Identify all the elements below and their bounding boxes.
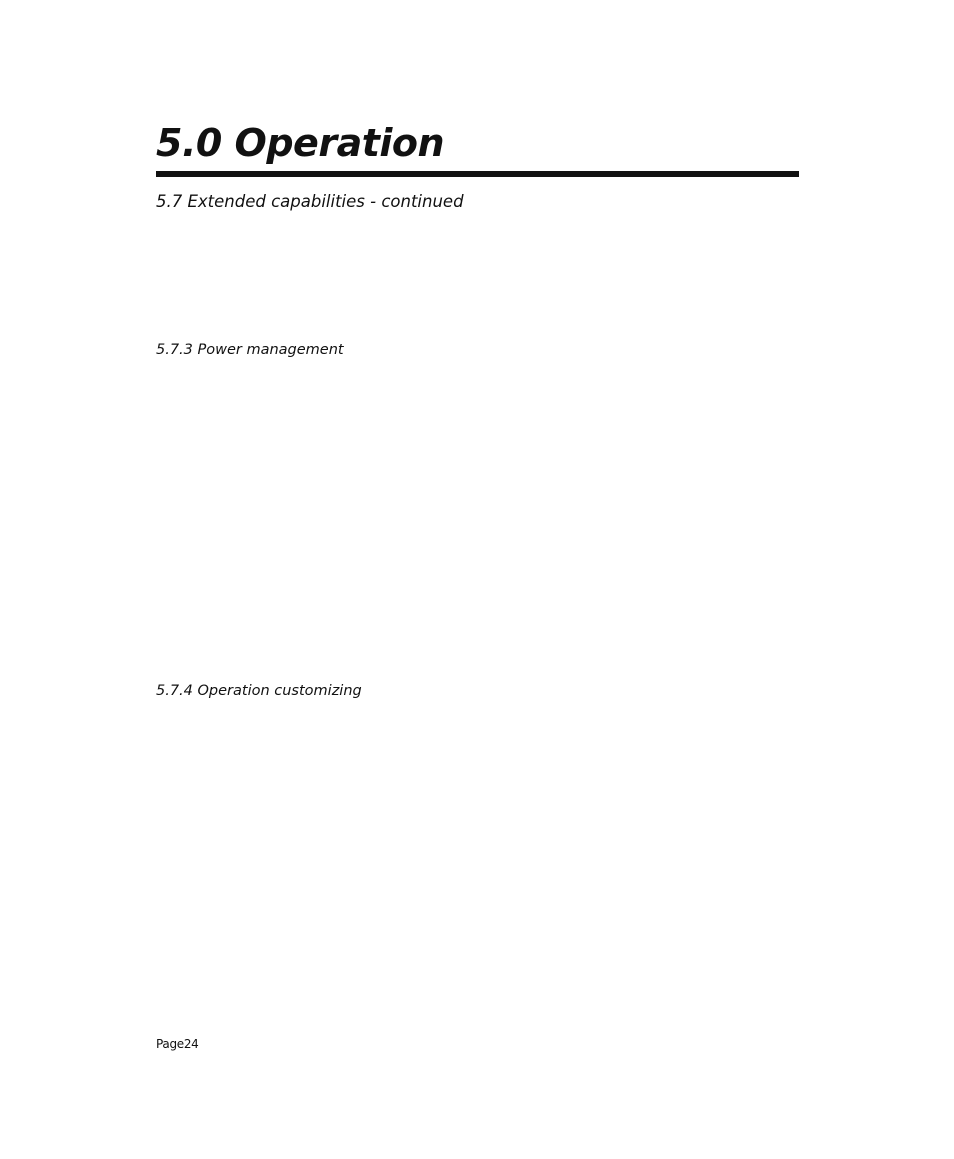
section-heading: 5.7 Extended capabilities - continued xyxy=(156,192,464,211)
subsection-heading-operation-customizing: 5.7.4 Operation customizing xyxy=(156,683,362,699)
title-rule-divider xyxy=(156,171,799,177)
page-number: Page24 xyxy=(156,1037,199,1051)
subsection-heading-power-management: 5.7.3 Power management xyxy=(156,342,344,358)
chapter-title: 5.0 Operation xyxy=(156,121,445,165)
